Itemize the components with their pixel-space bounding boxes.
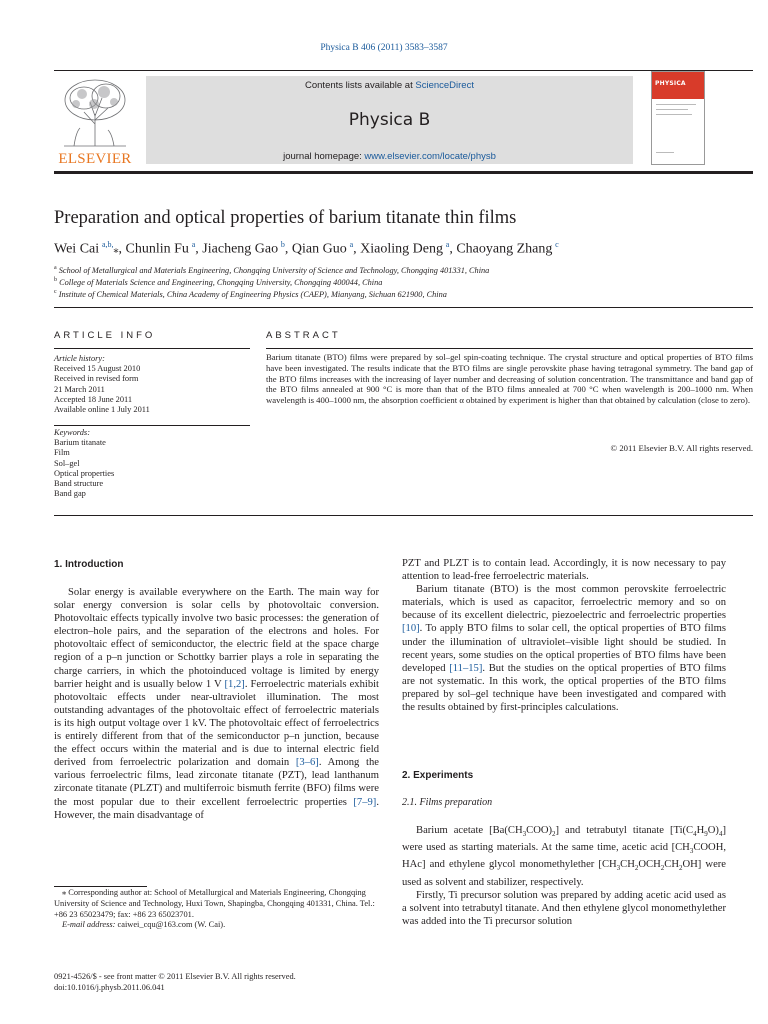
keyword-item: Sol–gel — [54, 458, 80, 468]
text-run: Firstly, Ti precursor solution was prepared by adding acetic acid used as a solvent into tetrabutyl titanate. And then ethylene glycol monomethylether was added into the Ti precursor solution — [402, 889, 726, 927]
paragraph — [402, 583, 726, 714]
author-separator: , — [284, 241, 292, 257]
history-item: Available online 1 July 2011 — [54, 405, 150, 415]
journal-cover-thumbnail[interactable] — [651, 71, 705, 165]
affiliation-text: School of Metallurgical and Materials Engineering, Chongqing University of Science and Technology, Chongqing 401331, China — [58, 265, 490, 275]
homepage-line — [146, 151, 633, 162]
author-separator: , — [353, 241, 361, 257]
history-item: Accepted 18 June 2011 — [54, 394, 133, 404]
history-item: Received 15 August 2010 — [54, 364, 141, 374]
author-affiliation-mark[interactable]: c — [555, 240, 559, 249]
text-run: Barium acetate [Ba(CH — [416, 825, 523, 836]
corresponding-author-mark[interactable]: ⁎ — [113, 244, 119, 256]
affiliation-b — [54, 277, 382, 287]
author-name[interactable]: Jiacheng Gao — [202, 241, 279, 257]
text-run: CH — [664, 859, 679, 871]
affiliation-text: Institute of Chemical Materials, China Academy of Engineering Physics (CAEP), Mianyang, Sichuan 621900, China — [58, 289, 447, 299]
author-affiliation-mark[interactable]: b — [280, 240, 285, 249]
history-label: Article history: — [54, 354, 105, 363]
email-line — [54, 920, 384, 931]
cover-title: PHYSICA — [655, 80, 686, 87]
contents-line — [146, 80, 633, 91]
abstract-rule — [266, 348, 753, 349]
abstract-text: Barium titanate (BTO) films were prepared by sol–gel spin-coating technique. The crystal structure and optical properties of BTO films have been investigated. The results indicate that the BTO films are single perovskite phase having tetragonal symmetry. The band gap of the BTO films increases with the increasing of layer number and decreasing of solution concentration. The transmittance and band gap of the BTO films annealed at 900 °C is more than that of the BTO films annealed at 700 °C when wavelength is 200–1000 nm. When wavelength is 400–1000 nm, the absorption coefficient α obtained by experiment is higher than that obtained by calculation (close to zero). — [266, 352, 753, 406]
history-item: Received in revised form — [54, 374, 139, 384]
footnote-text: ⁎ Corresponding author at: School of Metallurgical and Materials Engineering, Chongqing University of Science and Technology, Huxi Town, Shapingba, Chongqing 401331, China. Tel.: +86 23 65023479; fax: +86 23 65023701. — [54, 888, 375, 919]
abstract-bottom-rule — [54, 515, 753, 516]
elsevier-tree-icon — [54, 76, 136, 150]
author-name[interactable]: Chunlin Fu — [125, 241, 189, 257]
citation-link[interactable]: [1,2] — [224, 678, 245, 690]
author-separator: , — [195, 241, 203, 257]
text-run: . Ferroelectric materials exhibit photovoltaic effects under near-ultraviolet illumination. The most outstanding advantages of the photovoltaic effect of ferroelectric materials is its high output voltage over 1 kV. The photovoltaic effect of ferroelectrics is entirely different from that of the semiconductor p–n junction, because the effect occurs within the material and is due to internal electric field derived from ferroelectric polarization and domain — [54, 678, 380, 769]
subscript: 2 — [552, 830, 556, 839]
author-affiliation-mark[interactable]: a — [445, 240, 450, 249]
paragraph — [402, 557, 726, 583]
keyword-item: Band gap — [54, 489, 86, 499]
author-affiliation-mark[interactable]: a,b, — [101, 240, 114, 249]
affiliation-a — [54, 265, 489, 275]
doi-line[interactable]: doi:10.1016/j.physb.2011.06.041 — [54, 983, 165, 992]
journal-title: Physica B — [348, 110, 431, 130]
cover-line — [656, 104, 696, 105]
affiliation-text: College of Materials Science and Engineering, Chongqing University, Chongqing 400044, China — [59, 277, 383, 287]
issn-block — [54, 971, 296, 993]
text-run: O) — [707, 825, 719, 836]
section-2-heading: 2. Experiments — [402, 770, 474, 781]
article-history — [54, 354, 250, 415]
email-label: E-mail address: — [62, 920, 116, 930]
citation-link[interactable]: [11–15] — [449, 662, 483, 674]
homepage-prefix: journal homepage: — [283, 151, 365, 162]
experiments-text — [402, 824, 726, 928]
author-name[interactable]: Qian Guo — [291, 241, 347, 257]
subscript: 3 — [616, 864, 621, 873]
text-run: COO) — [526, 825, 553, 836]
header-top-rule — [54, 70, 753, 71]
author-name[interactable]: Xiaoling Deng — [360, 241, 443, 257]
keywords — [54, 428, 250, 499]
subscript: 9 — [704, 830, 708, 839]
header-bottom-rule — [54, 171, 753, 174]
keyword-item: Film — [54, 448, 70, 458]
cover-line — [656, 109, 688, 110]
journal-homepage-link[interactable]: www.elsevier.com/locate/physb — [364, 151, 496, 162]
text-run: . However, the main disadvantage of — [54, 796, 379, 821]
left-column — [54, 586, 379, 822]
text-run: CH — [620, 859, 635, 871]
author-affiliation-mark[interactable]: a — [191, 240, 196, 249]
author-list — [54, 240, 559, 258]
subsection-2-1-heading: 2.1. Films preparation — [402, 797, 493, 808]
subscript: 2 — [634, 864, 639, 873]
paragraph — [402, 889, 726, 928]
author-name[interactable]: Chaoyang Zhang — [456, 241, 553, 257]
paragraph — [402, 824, 726, 889]
front-matter-rule — [54, 307, 753, 308]
text-run: . Among the various ferroelectric films, lead zirconate titanate (PZT), lead lanthanum zirconate titanate (PLZT) and multiferroic bismuth ferrite (BFO) films were the most popular due to their excellent ferroelectric properties — [54, 757, 379, 808]
text-run: H — [696, 825, 705, 836]
footnote-rule — [54, 886, 147, 887]
right-column — [402, 557, 726, 714]
affiliation-mark: c — [54, 289, 57, 295]
abstract-copyright: © 2011 Elsevier B.V. All rights reserved. — [610, 443, 753, 453]
article-info-rule — [54, 348, 250, 349]
affiliation-mark: b — [54, 277, 57, 283]
text-run: OH] were used as solvent and stabilizer, respectively. — [402, 859, 726, 888]
sciencedirect-link[interactable]: ScienceDirect — [415, 80, 474, 91]
contents-prefix: Contents lists available at — [305, 80, 416, 91]
citation-link[interactable]: [10] — [402, 623, 420, 635]
text-run: PZT and PLZT is to contain lead. Accordingly, it is now necessary to pay attention to lead-free ferroelectric materials. — [402, 558, 726, 583]
text-run: ] and tetrabutyl titanate [Ti(C — [555, 825, 694, 836]
history-item: 21 March 2011 — [54, 384, 105, 394]
text-run: ] were used as starting materials. At the same time, acetic acid [CH — [402, 825, 726, 854]
text-run: Solar energy is available everywhere on the Earth. The main way for solar energy conversion is solar cells by photovoltaic conversion. Photovoltaic effects typically involve two basic processes: the generation of electron–hole pairs, and the separation of the electrons and holes. For photovoltaic effect of semiconductor, the electric field at the space charge region of a p–n junction or Schottky barrier plays a role in separating the charge carriers, in which the photoinduced voltage is limited by energy barrier height and is usually below 1 V — [54, 587, 379, 690]
author-separator: , — [449, 241, 457, 257]
keyword-item: Barium titanate — [54, 438, 106, 448]
author-separator: , — [118, 241, 126, 257]
corresponding-author-footnote — [54, 888, 384, 931]
subscript: 2 — [660, 864, 665, 873]
subscript: 3 — [689, 847, 694, 856]
keywords-rule — [54, 425, 250, 426]
keywords-label: Keywords: — [54, 428, 90, 437]
cover-line — [656, 152, 674, 153]
text-run: . But the studies on the optical properties of BTO films are not systematic. In this work, the optical properties of the BTO films prepared by sol–gel technique have been investigated and compared with the results obtained by first-principles calculations. — [402, 662, 726, 714]
keyword-item: Optical properties — [54, 468, 115, 478]
elsevier-logo[interactable] — [54, 76, 136, 167]
elsevier-wordmark: ELSEVIER — [58, 151, 132, 167]
subscript: 4 — [718, 830, 723, 839]
author-affiliation-mark[interactable]: a — [349, 240, 354, 249]
cover-red-block — [652, 72, 704, 99]
affiliation-mark: a — [54, 265, 57, 271]
journal-header-band — [146, 76, 633, 164]
subscript: 3 — [522, 830, 527, 839]
issn-line: 0921-4526/$ - see front matter © 2011 Elsevier B.V. All rights reserved. — [54, 972, 296, 981]
author-name[interactable]: Wei Cai — [54, 241, 100, 257]
subscript: 4 — [693, 830, 697, 839]
abstract-heading: ABSTRACT — [266, 330, 341, 341]
section-1-heading: 1. Introduction — [54, 559, 124, 570]
article-info-heading: ARTICLE INFO — [54, 330, 156, 341]
paper-title: Preparation and optical properties of barium titanate thin films — [54, 208, 517, 228]
affiliation-c — [54, 289, 447, 299]
subscript: 2 — [678, 864, 683, 873]
citation-link[interactable]: [7–9] — [353, 796, 377, 808]
text-run: Barium titanate (BTO) is the most common perovskite ferroelectric materials, which is used as capacitor, ferroelectric memory and so on because of its excellent dielectric, piezoelectric and ferroelectric properties — [402, 584, 726, 622]
cover-line — [656, 114, 692, 115]
email-address[interactable]: caiwei_cqu@163.com (W. Cai). — [115, 920, 226, 930]
citation-link[interactable]: [3–6] — [295, 757, 319, 769]
keyword-item: Band structure — [54, 479, 104, 489]
text-run: . To apply BTO films to solar cell, the optical properties of BTO films under the illumination of ultraviolet–visible light should be studied. In recent years, some studies on the optical properties of BTO films have been developed — [402, 623, 726, 674]
journal-reference[interactable]: Physica B 406 (2011) 3583–3587 — [320, 43, 448, 53]
text-run: OCH — [638, 859, 661, 871]
intro-paragraph — [54, 586, 379, 822]
text-run: COOH, HAc] and ethylene glycol monomethylether [CH — [402, 842, 726, 871]
